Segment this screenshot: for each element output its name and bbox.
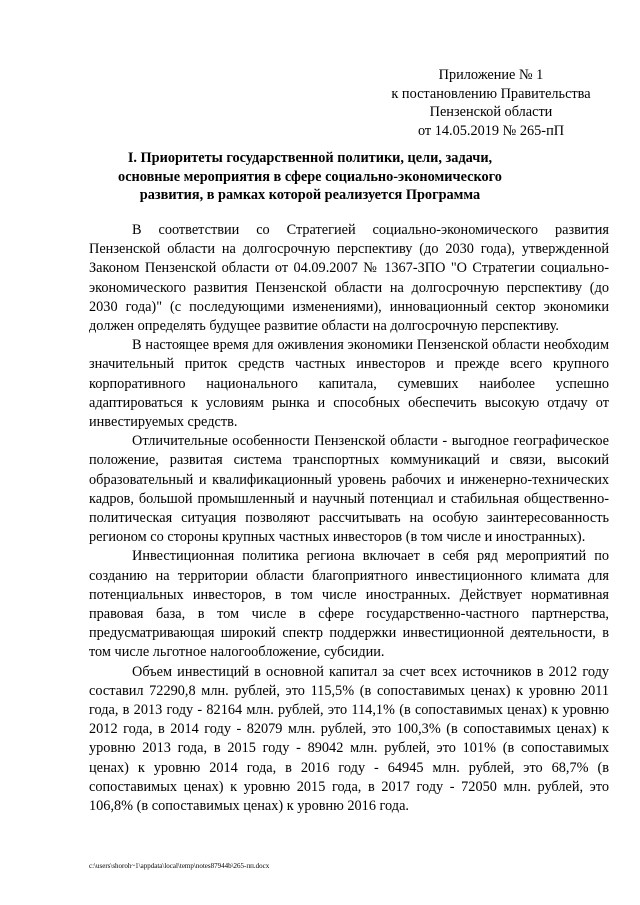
region-name: Пензенской области — [429, 104, 553, 120]
appendix-number: Приложение № 1 — [438, 67, 544, 83]
resolution-reference: к постановлению Правительства — [391, 85, 591, 102]
section-title-line-2: основные мероприятия в сфере социально-экономического — [118, 168, 502, 185]
body-text — [89, 221, 609, 816]
section-title — [90, 149, 530, 205]
section-title-line-1: I. Приоритеты государственной политики, цели, задачи, — [127, 150, 493, 166]
section-title-line-3: развития, в рамках которой реализуется Программа — [139, 187, 481, 203]
paragraph-investment-policy: Инвестиционная политика региона включает в себя ряд мероприятий по созданию на территории области благоприятного инвестиционного климата для потенциальных инвесторов, в том числе иностранных. Действует нормативная правовая база, в том числе в сфере государственно-частного партнерства, предусматривающая широкий спектр поддержки инвестиционной деятельности, в том числе льготное налогообложение, субсидии. — [89, 548, 609, 661]
file-path-footer: c:\users\shoroh~1\appdata\local\temp\notes87944b\265-пп.docx — [89, 862, 270, 870]
paragraph-private-investment: В настоящее время для оживления экономики Пензенской области необходим значительный приток средств частных инвесторов и прежде всего крупного корпоративного национального капитала, сумевших наиболее успешно адаптироваться к условиям рынка и способных обеспечить высокую отдачу от инвестируемых средств. — [89, 337, 609, 431]
paragraph-strategy: В соответствии со Стратегией социально-экономического развития Пензенской области на долгосрочную перспективу (до 2030 года), утвержденной Законом Пензенской области от 04.09.2007 № 1367-ЗПО "О Стратегии социально-экономического развития Пензенской области на долгосрочную перспективу (до 2030 года)" (с последующими изменениями), инновационный сектор экономики должен определять будущее развитие области на долгосрочную перспективу. — [89, 222, 609, 335]
resolution-date-number: от 14.05.2019 № 265-пП — [417, 122, 565, 139]
paragraph-regional-advantages: Отличительные особенности Пензенской области - выгодное географическое положение, развитая система транспортных коммуникаций и связи, высокий образовательный и квалификационный уровень рабочих и инженерно-технических кадров, большой промышленный и научный потенциал и стабильная общественно-политическая ситуация позволяют рассчитывать на особую заинтересованность регионом со стороны крупных частных инвесторов (в том числе и иностранных). — [89, 433, 609, 546]
paragraph-investment-volume: Объем инвестиций в основной капитал за счет всех источников в 2012 году составил 72290,8 млн. рублей, это 115,5% (в сопоставимых ценах) к уровню 2011 года, в 2013 году - 82164 млн. рублей, это 114,1% (в сопоставимых ценах) к уровню 2012 года, в 2014 году - 82079 млн. рублей, это 100,3% (в сопоставимых ценах) к уровню 2013 года, в 2015 году - 89042 млн. рублей, это 101% (в сопоставимых ценах) к уровню 2014 года, в 2016 году - 64945 млн. рублей, это 68,7% (в сопоставимых ценах) к уровню 2015 года, в 2017 году - 72050 млн. рублей, это 106,8% (в сопоставимых ценах) к уровню 2016 года. — [89, 663, 609, 815]
appendix-header — [380, 66, 602, 140]
